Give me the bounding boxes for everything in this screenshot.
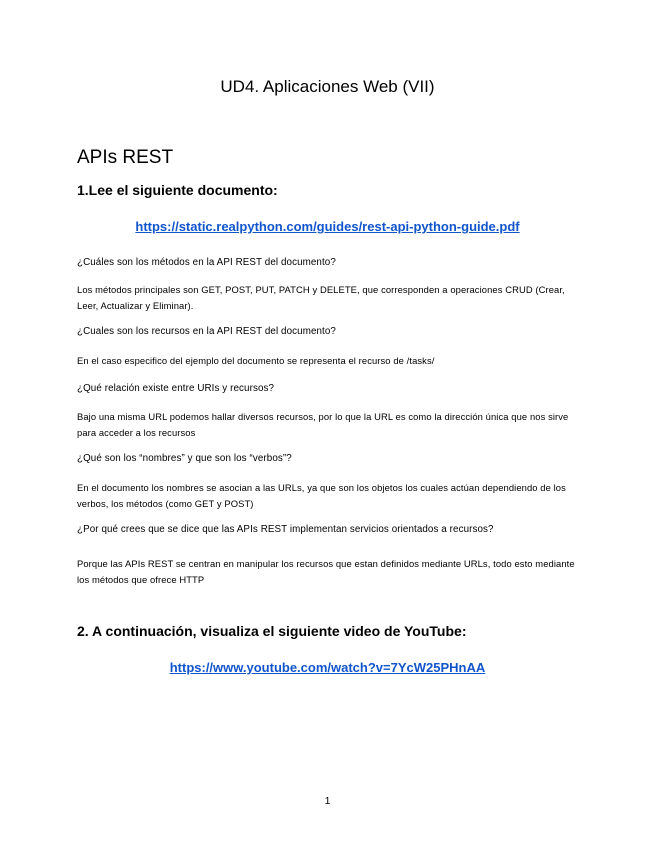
step1-document-link[interactable]: https://static.realpython.com/guides/rest-api-python-guide.pdf bbox=[135, 219, 520, 234]
question-3: ¿Qué relación existe entre URIs y recursos? bbox=[77, 383, 275, 394]
question-4: ¿Qué son los “nombres” y que son los “verbos”? bbox=[77, 453, 292, 464]
question-1: ¿Cuáles son los métodos en la API REST del documento? bbox=[77, 257, 336, 268]
answer-1: Los métodos principales son GET, POST, PUT, PATCH y DELETE, que corresponden a operaciones CRUD (Crear, Leer, Actualizar y Eliminar). bbox=[77, 284, 565, 311]
answer-2: En el caso especifico del ejemplo del documento se representa el recurso de /tasks/ bbox=[77, 355, 435, 366]
document-title: UD4. Aplicaciones Web (VII) bbox=[220, 77, 435, 96]
section-heading: APIs REST bbox=[77, 147, 174, 168]
step2-heading: 2. A continuación, visualiza el siguiente video de YouTube: bbox=[77, 623, 467, 639]
step1-heading: 1.Lee el siguiente documento: bbox=[77, 182, 278, 198]
page-number: 1 bbox=[324, 795, 331, 807]
answer-5: Porque las APIs REST se centran en manipular los recursos que estan definidos mediante URLs, todo esto mediante los métodos que ofrece HTTP bbox=[77, 558, 575, 585]
step2-video-link[interactable]: https://www.youtube.com/watch?v=7YcW25PHnAA bbox=[169, 660, 486, 675]
question-5: ¿Por qué crees que se dice que las APIs REST implementan servicios orientados a recursos? bbox=[77, 524, 494, 535]
answer-4: En el documento los nombres se asocian a las URLs, ya que son los objetos los cuales actúan dependiendo de los verbos, los métodos (como GET y POST) bbox=[77, 482, 566, 509]
answer-3: Bajo una misma URL podemos hallar diversos recursos, por lo que la URL es como la dirección única que nos sirve para acceder a los recursos bbox=[77, 411, 569, 438]
question-2: ¿Cuales son los recursos en la API REST del documento? bbox=[77, 326, 336, 337]
